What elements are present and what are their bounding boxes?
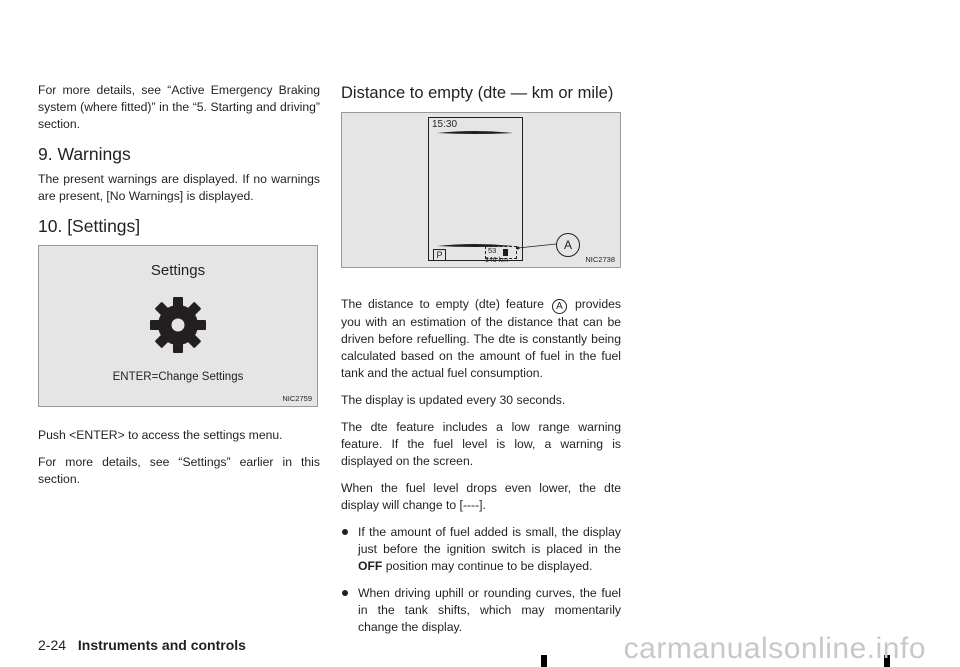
bullet-icon [342, 590, 348, 596]
push-paragraph: Push <ENTER> to access the settings menu. [38, 428, 283, 442]
gear-icon [148, 295, 208, 355]
gear-indicator: P [433, 249, 446, 261]
dte-figure [341, 112, 621, 268]
details-paragraph: For more details, see “Settings” earlier in this section. [38, 455, 320, 486]
dte-paragraph-4: When the fuel level drops even lower, the dte display will change to [----]. [341, 481, 621, 512]
settings-heading: 10. [Settings] [38, 216, 141, 236]
clock-time: 15:30 [432, 119, 458, 130]
warnings-paragraph: The present warnings are displayed. If no warnings are present, [No Warnings] is displayed. [38, 172, 320, 203]
bullet1-before: If the amount of fuel added is small, the display just before the ignition switch is placed in the [358, 525, 621, 556]
page-number: 2-24 [38, 637, 67, 653]
fuel-value: 53 [488, 246, 497, 255]
settings-figure [38, 245, 318, 407]
settings-figure-title: Settings [150, 262, 206, 279]
left-column [38, 82, 320, 498]
dte-distance: 346 km [485, 257, 508, 264]
bullet2-text: When driving uphill or rounding curves, the fuel in the tank shifts, which may momentarily change the display. [358, 586, 621, 634]
bullet-item [341, 585, 621, 636]
watermark: carmanualsonline.info [623, 632, 926, 665]
section-title: Instruments and controls [77, 637, 246, 653]
page-footer [38, 637, 246, 653]
dte-paragraph-3: The dte feature includes a low range warning feature. If the fuel level is low, a warning is displayed on the screen. [341, 420, 621, 468]
figure-id: NIC2738 [585, 255, 615, 264]
settings-figure-caption: ENTER=Change Settings [112, 371, 244, 383]
bullet1-bold: OFF [358, 559, 383, 573]
crop-mark [541, 655, 547, 667]
callout-a: A [556, 233, 580, 257]
bullet1-after: position may continue to be displayed. [385, 559, 593, 573]
right-column [341, 82, 621, 646]
p1-after: provides you with an estimation of the distance that can be driven before refuelling. The dte is constantly being calculated based on the amount of fuel in the fuel tank and the actual fuel consumption. [341, 297, 622, 380]
p1-before: The distance to empty (dte) feature [341, 297, 544, 311]
intro-paragraph: For more details, see “Active Emergency Braking system (where fitted)” in the “5. Starting and driving” section. [38, 83, 320, 131]
dte-paragraph-2: The display is updated every 30 seconds. [341, 393, 566, 407]
dte-paragraph-1 [341, 296, 621, 382]
bullet-icon [342, 529, 348, 535]
warnings-heading: 9. Warnings [38, 144, 131, 164]
dte-heading: Distance to empty (dte — km or mile) [341, 84, 614, 102]
bullet-item [341, 524, 621, 575]
callout-a-inline: A [552, 299, 567, 314]
figure-id: NIC2759 [282, 394, 312, 403]
